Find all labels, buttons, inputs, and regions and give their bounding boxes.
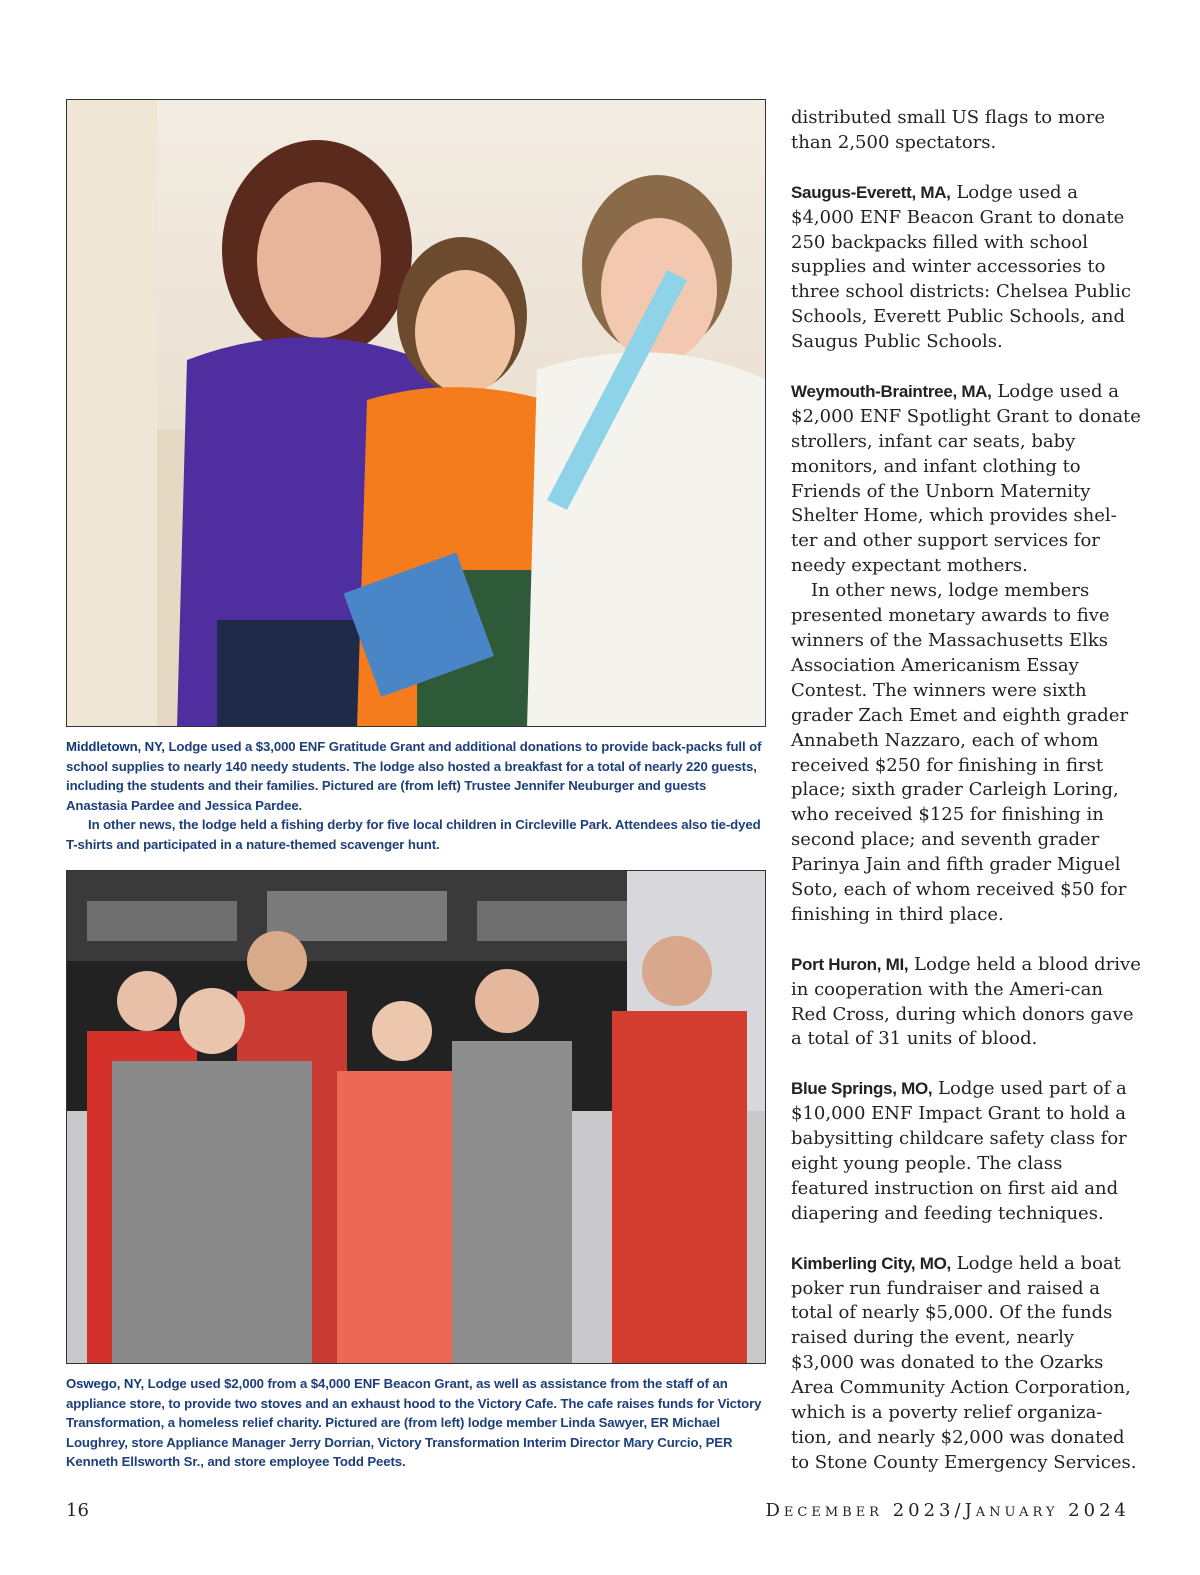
entry-text: Lodge held a blood drive in cooperation with the Ameri-can Red Cross, during which donors gave a total of 31 units of blood. bbox=[791, 953, 1141, 1050]
entry-text: Lodge used part of a $10,000 ENF Impact Grant to hold a babysitting childcare safety class for eight young people. The class featured instruction on first aid and diapering and feeding techniques. bbox=[791, 1078, 1127, 1224]
entry-kimberling bbox=[791, 1252, 1141, 1476]
entry-text: Lodge used a $2,000 ENF Spotlight Grant to donate strollers, infant car seats, baby monitors, and infant clothing to Friends of the Unborn Maternity Shelter Home, which provides shel-ter and other support services for needy expectant mothers. bbox=[791, 380, 1141, 577]
caption-text: Lodge used $2,000 from a $4,000 ENF Beacon Grant, as well as assistance from the staff of an appliance store, to provide two stoves and an exhaust hood to the Victory Cafe. The cafe raises funds for Victory Transformation, a homeless relief charity. Pictured are (from left) lodge member Linda Sawyer, ER Michael Loughrey, store Appliance Manager Jerry Dorrian, Victory Transformation Interim Director Mary Curcio, PER Kenneth Ellsworth Sr., and store employee Todd Peets. bbox=[66, 1376, 762, 1469]
caption-location: Oswego, NY, bbox=[66, 1376, 145, 1391]
entry-location: Port Huron, MI, bbox=[791, 954, 909, 974]
entry-location: Weymouth-Braintree, MA, bbox=[791, 381, 992, 401]
entry-text: Lodge used a $4,000 ENF Beacon Grant to donate 250 backpacks filled with school supplies and winter accessories to three school districts: Chelsea Public Schools, Everett Public Schools, and Saugus Public Schools. bbox=[791, 181, 1131, 353]
entry-porthuron bbox=[791, 953, 1141, 1053]
photo-middletown bbox=[66, 99, 766, 727]
entry-saugus bbox=[791, 181, 1141, 355]
caption-location: Middletown, NY, bbox=[66, 739, 165, 754]
entry-location: Blue Springs, MO, bbox=[791, 1079, 933, 1099]
entry-weymouth bbox=[791, 380, 1141, 579]
column-intro: distributed small US flags to more than 2,500 spectators. bbox=[791, 107, 1106, 153]
photo-oswego-caption bbox=[66, 1374, 766, 1472]
page-number: 16 bbox=[66, 1500, 89, 1521]
entry-weymouth-text-2: In other news, lodge members presented monetary awards to five winners of the Massachusetts Elks Association Americanism Essay Contest. The winners were sixth grader Zach Emet and eighth grader Annabeth Nazzaro, each of whom received $250 for finishing in first place; sixth grader Carleigh Loring, who received $125 for finishing in second place; and seventh grader Parinya Jain and fifth grader Miguel Soto, each of whom received $50 for finishing in third place. bbox=[791, 580, 1129, 925]
caption-text-2: In other news, the lodge held a fishing derby for five local children in Circleville Park. Attendees also tie-dyed T-shirts and participated in a nature-themed scavenger hunt. bbox=[66, 817, 761, 852]
entry-text: Lodge held a boat poker run fundraiser and raised a total of nearly $5,000. Of the funds raised during the event, nearly $3,000 was donated to the Ozarks Area Community Action Corporation, which is a poverty relief organiza-tion, and nearly $2,000 was donated to Stone County Emergency Services. bbox=[791, 1252, 1137, 1473]
article-column bbox=[791, 106, 1141, 1476]
caption-text: Lodge used a $3,000 ENF Gratitude Grant and additional donations to provide back-packs full of school supplies to nearly 140 needy students. The lodge also hosted a breakfast for a total of nearly 220 guests, including the students and their families. Pictured are (from left) Trustee Jennifer Neuburger and guests Anastasia Pardee and Jessica Pardee. bbox=[66, 739, 762, 813]
entry-location: Saugus-Everett, MA, bbox=[791, 182, 951, 202]
entry-location: Kimberling City, MO, bbox=[791, 1253, 951, 1273]
photo-middletown-caption bbox=[66, 737, 766, 854]
photo-middletown-illustration bbox=[67, 100, 766, 727]
photo-oswego bbox=[66, 870, 766, 1364]
issue-date: December 2023/January 2024 bbox=[765, 1500, 1130, 1521]
photo-oswego-illustration bbox=[67, 871, 766, 1364]
entry-bluesprings bbox=[791, 1077, 1141, 1226]
